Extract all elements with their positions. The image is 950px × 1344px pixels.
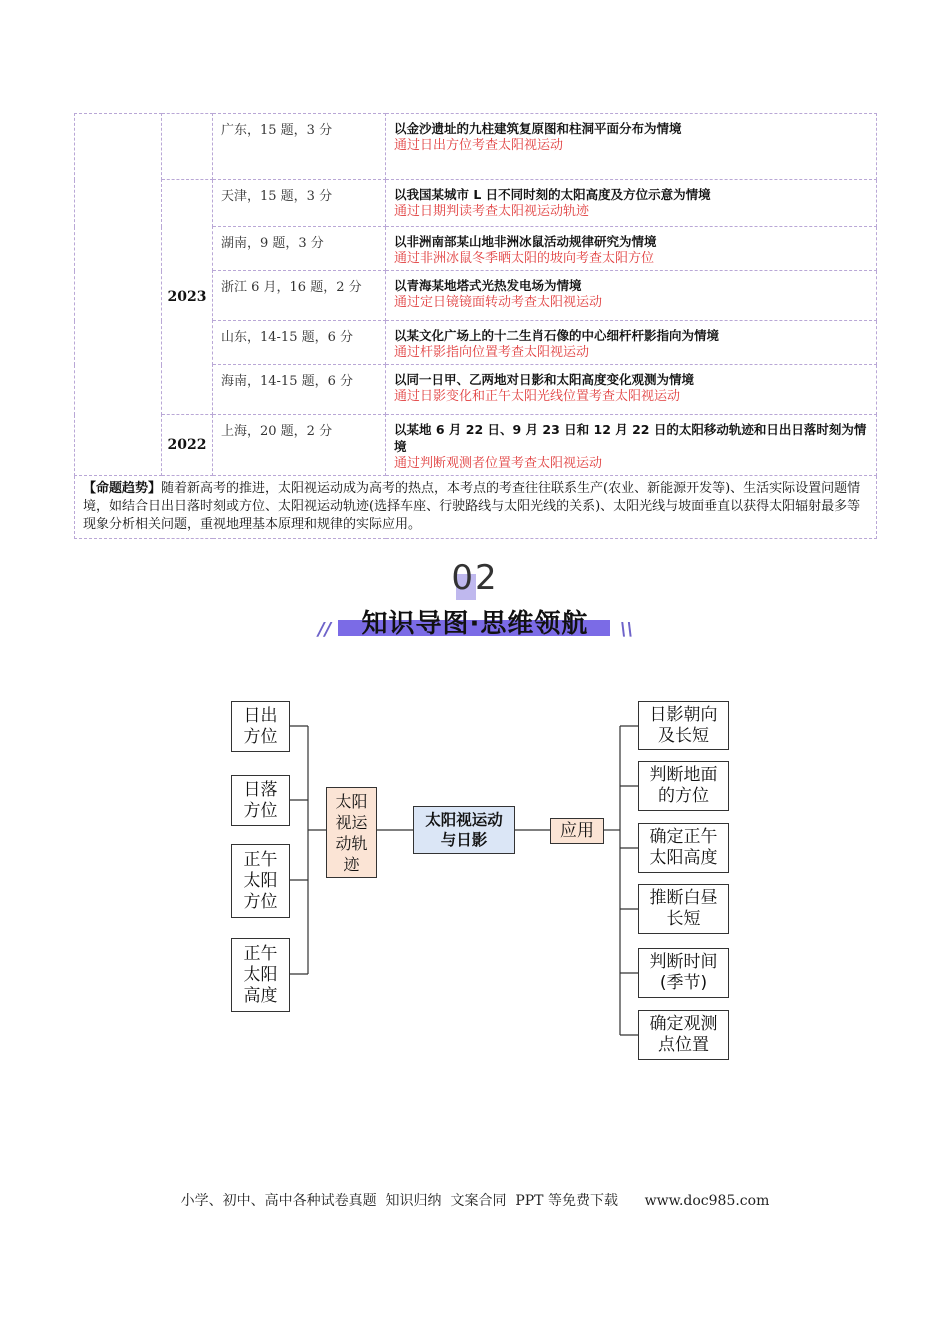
trend-label: 【命题趋势】 (83, 481, 162, 496)
situation-text: 以某文化广场上的十二生肖石像的中心细杆杆影指向为情境 (394, 328, 720, 343)
node-application: 应用 (550, 818, 604, 844)
section-title: 知识导图·思维领航 (361, 609, 589, 639)
node-judge-ground-direction: 判断地面 的方位 (638, 761, 729, 811)
focus-text: 通过日期判读考查太阳视运动轨迹 (394, 204, 590, 219)
source-cell: 上海，20 题，2 分 (213, 415, 386, 476)
trend-text: 随着新高考的推进，太阳视运动成为高考的热点，本考点的考查往往联系生产(农业、新能源开发等)、生活实际设置问题情境，如结合日出日落时刻或方位、太阳视运动轨迹(选择车座、行驶路线与太阳光线的关系)、太阳光线与坡面垂直以获得太阳辐射最多等现象分析相关问题，重视地理基本原理和规律的实际应用。 (83, 481, 861, 532)
node-shadow-direction-length: 日影朝向 及长短 (638, 701, 729, 750)
node-noon-sun-direction: 正午 太阳 方位 (231, 844, 290, 918)
year-cell: 2022 (162, 415, 213, 476)
year-cell: 2023 (162, 180, 213, 415)
node-sunset-direction: 日落 方位 (231, 775, 290, 826)
node-center-topic: 太阳视运动 与日影 (413, 806, 515, 854)
situation-text: 以某地 6 月 22 日、9 月 23 日和 12 月 22 日的太阳移动轨迹和日出日落时刻为情境 (394, 422, 867, 454)
situation-text: 以金沙遗址的九柱建筑复原图和柱洞平面分布为情境 (394, 121, 682, 136)
source-cell: 广东，15 题，3 分 (213, 114, 386, 180)
source-cell: 湖南，9 题，3 分 (213, 227, 386, 271)
focus-text: 通过日出方位考查太阳视运动 (394, 138, 564, 153)
right-slash-decoration: \\ (620, 619, 634, 640)
node-sunrise-direction: 日出 方位 (231, 701, 290, 752)
situation-text: 以非洲南部某山地非洲冰鼠活动规律研究为情境 (394, 234, 657, 249)
node-noon-sun-altitude: 正午 太阳 高度 (231, 938, 290, 1012)
source-cell: 海南，14-15 题，6 分 (213, 365, 386, 415)
focus-text: 通过判断观测者位置考查太阳视运动 (394, 456, 603, 471)
node-infer-day-length: 推断白昼 长短 (638, 884, 729, 934)
situation-text: 以同一日甲、乙两地对日影和太阳高度变化观测为情境 (394, 372, 695, 387)
source-cell: 山东，14-15 题，6 分 (213, 321, 386, 365)
focus-text: 通过定日镜镜面转动考查太阳视运动 (394, 295, 603, 310)
situation-text: 以我国某城市 L 日不同时刻的太阳高度及方位示意为情境 (394, 187, 711, 202)
source-cell: 天津，15 题，3 分 (213, 180, 386, 227)
left-slash-decoration: // (318, 619, 332, 640)
source-cell: 浙江 6 月，16 题，2 分 (213, 271, 386, 321)
focus-text: 通过杆影指向位置考查太阳视运动 (394, 345, 590, 360)
node-determine-observer-location: 确定观测 点位置 (638, 1010, 729, 1060)
node-sun-apparent-path: 太阳 视运 动轨 迹 (326, 787, 377, 878)
footer-text: 小学、初中、高中各种试卷真题 知识归纳 文案合同 PPT 等免费下载 www.doc985.com (180, 1193, 770, 1209)
section-number: 02 (451, 558, 499, 598)
node-determine-noon-altitude: 确定正午 太阳高度 (638, 823, 729, 873)
focus-text: 通过非洲冰鼠冬季晒太阳的坡向考查太阳方位 (394, 251, 655, 266)
focus-text: 通过日影变化和正午太阳光线位置考查太阳视运动 (394, 389, 681, 404)
situation-text: 以青海某地塔式光热发电场为情境 (394, 278, 582, 293)
node-judge-time-season: 判断时间 (季节) (638, 948, 729, 998)
